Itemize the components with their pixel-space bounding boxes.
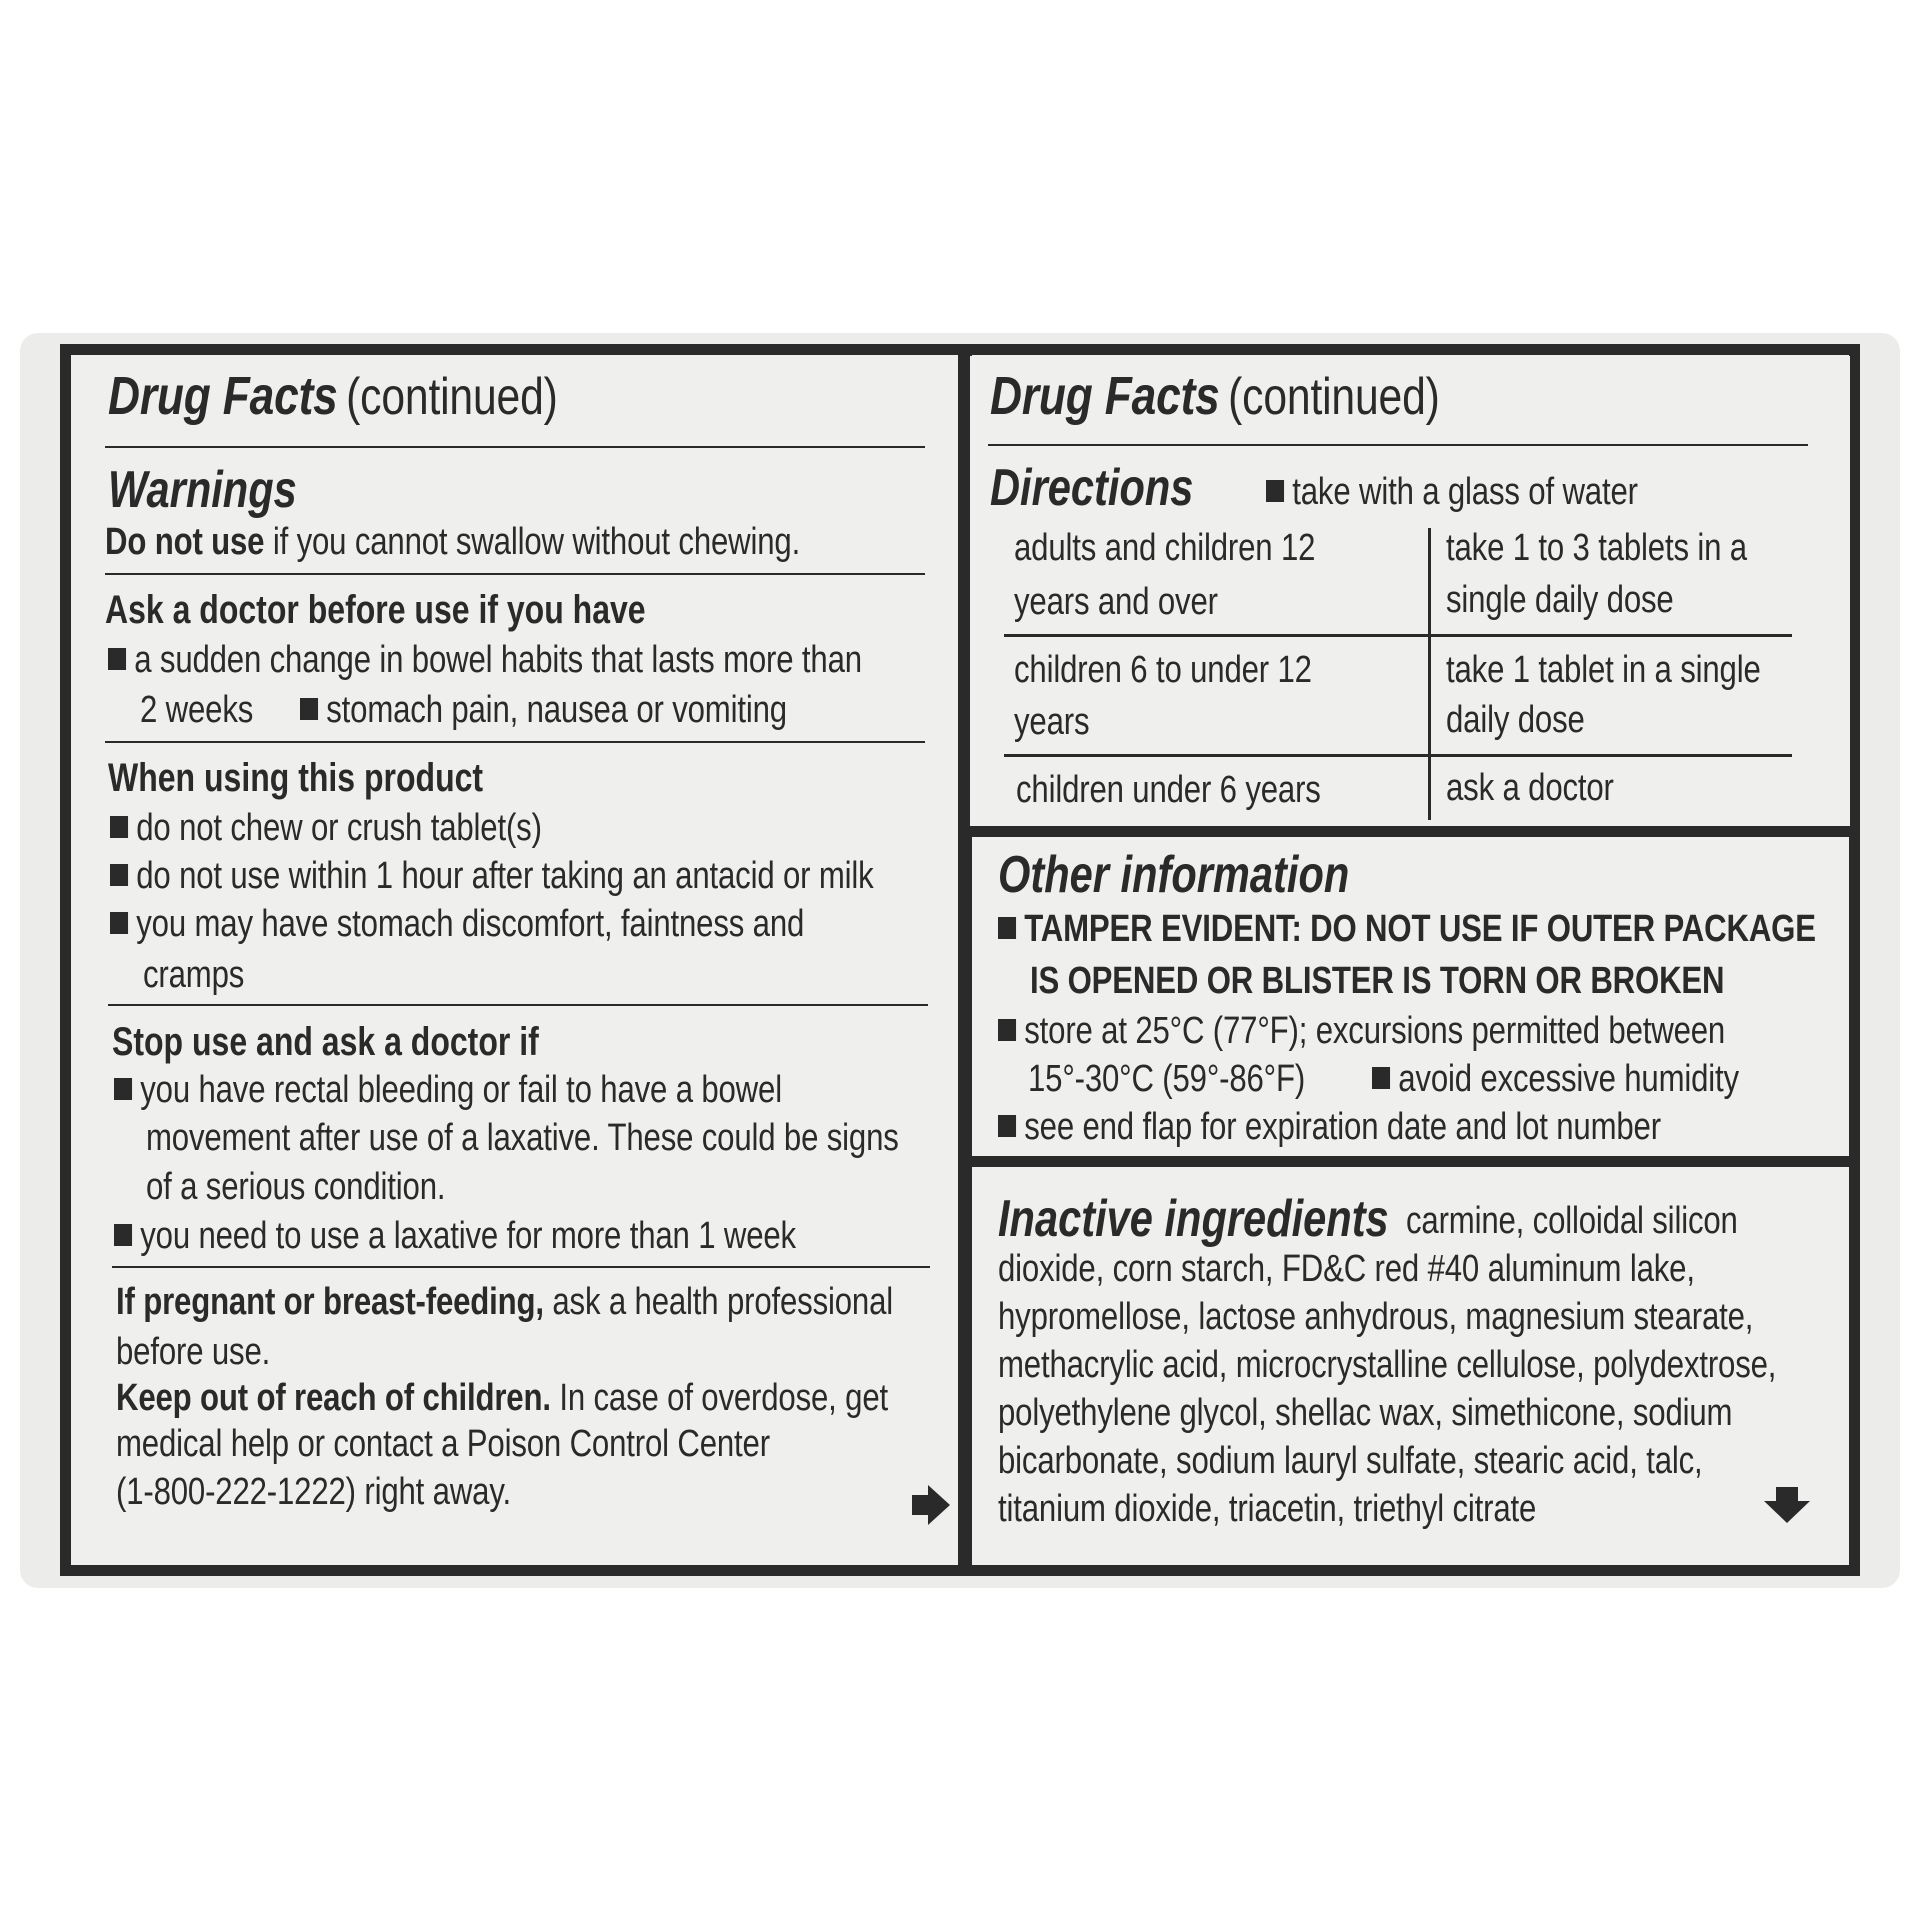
dose-cell-line: take 1 tablet in a single bbox=[1446, 649, 1761, 691]
ask-doctor-item-1: a sudden change in bowel habits that lasts more than bbox=[108, 636, 862, 684]
arrow-down-icon bbox=[1764, 1487, 1810, 1523]
rule-2 bbox=[105, 741, 925, 743]
dose-cell-line: daily dose bbox=[1446, 699, 1585, 741]
when-using-item-1: do not chew or crush tablet(s) bbox=[110, 804, 542, 852]
other-info-item-2: store at 25°C (77°F); excursions permitted between bbox=[998, 1007, 1725, 1055]
stop-use-item-2: you need to use a laxative for more than 1 week bbox=[114, 1212, 796, 1260]
keep-out-line-2: medical help or contact a Poison Control Center bbox=[116, 1423, 770, 1465]
other-info-item-2-cont: 15°-30°C (59°-86°F) bbox=[1028, 1058, 1306, 1100]
square-bullet-icon bbox=[300, 698, 318, 720]
stop-use-item-1-line-3: of a serious condition. bbox=[146, 1166, 446, 1208]
other-info-heading: Other information bbox=[998, 846, 1350, 904]
other-info-item-4: see end flap for expiration date and lot number bbox=[998, 1103, 1661, 1151]
pregnant-line-1: If pregnant or breast-feeding, ask a health professional bbox=[116, 1281, 894, 1323]
age-cell-line: years bbox=[1014, 701, 1090, 743]
other-info-item-1-cont: IS OPENED OR BLISTER IS TORN OR BROKEN bbox=[1030, 960, 1725, 1002]
square-bullet-icon bbox=[110, 816, 128, 838]
section-bar-1 bbox=[966, 826, 1854, 837]
table-row-rule bbox=[1004, 754, 1792, 757]
square-bullet-icon bbox=[110, 864, 128, 886]
right-title-rule bbox=[988, 444, 1808, 446]
inactive-line: dioxide, corn starch, FD&C red #40 aluminum lake, bbox=[998, 1248, 1695, 1290]
keep-out-line-3: (1-800-222-1222) right away. bbox=[116, 1471, 511, 1513]
square-bullet-icon bbox=[108, 648, 126, 670]
dose-cell-line: ask a doctor bbox=[1446, 767, 1614, 809]
rule-3 bbox=[108, 1004, 928, 1006]
inactive-heading: Inactive ingredients bbox=[998, 1190, 1389, 1248]
when-using-heading: When using this product bbox=[108, 756, 484, 800]
stop-use-item-1: you have rectal bleeding or fail to have a bowel bbox=[114, 1066, 782, 1114]
inactive-line: titanium dioxide, triacetin, triethyl citrate bbox=[998, 1488, 1537, 1530]
age-cell-line: children 6 to under 12 bbox=[1014, 649, 1312, 691]
dose-cell-line: take 1 to 3 tablets in a bbox=[1446, 527, 1747, 569]
table-row-rule bbox=[1004, 634, 1792, 637]
other-info-panel bbox=[970, 837, 1850, 1155]
inactive-ingredients-panel bbox=[970, 1167, 1850, 1565]
left-title: Drug Facts (continued) bbox=[108, 366, 558, 426]
inactive-line: bicarbonate, sodium lauryl sulfate, stearic acid, talc, bbox=[998, 1440, 1703, 1482]
pregnant-line-2: before use. bbox=[116, 1331, 271, 1373]
square-bullet-icon bbox=[998, 917, 1016, 939]
stop-use-heading: Stop use and ask a doctor if bbox=[112, 1020, 539, 1064]
square-bullet-icon bbox=[114, 1224, 132, 1246]
age-cell-line: adults and children 12 bbox=[1014, 527, 1316, 569]
inactive-line: hypromellose, lactose anhydrous, magnesium stearate, bbox=[998, 1296, 1754, 1338]
square-bullet-icon bbox=[114, 1078, 132, 1100]
ask-doctor-item-2: stomach pain, nausea or vomiting bbox=[300, 686, 787, 734]
other-info-item-3: avoid excessive humidity bbox=[1372, 1055, 1739, 1103]
square-bullet-icon bbox=[998, 1019, 1016, 1041]
stop-use-item-1-line-2: movement after use of a laxative. These could be signs bbox=[146, 1117, 899, 1159]
when-using-item-3: you may have stomach discomfort, faintness and bbox=[110, 900, 804, 948]
inactive-line: carmine, colloidal silicon bbox=[1406, 1200, 1738, 1242]
ask-doctor-heading: Ask a doctor before use if you have bbox=[105, 588, 646, 632]
right-title: Drug Facts (continued) bbox=[990, 366, 1440, 426]
other-info-item-1: TAMPER EVIDENT: DO NOT USE IF OUTER PACKAGE bbox=[998, 905, 1816, 953]
when-using-item-3-cont: cramps bbox=[143, 954, 245, 996]
table-column-divider bbox=[1428, 528, 1431, 820]
age-cell-line: children under 6 years bbox=[1016, 769, 1321, 811]
square-bullet-icon bbox=[1266, 480, 1284, 502]
rule-1 bbox=[105, 573, 925, 575]
square-bullet-icon bbox=[1372, 1067, 1390, 1089]
directions-panel bbox=[970, 356, 1850, 828]
do-not-use-line: Do not use if you cannot swallow without chewing. bbox=[105, 521, 801, 563]
ask-doctor-item-1-cont: 2 weeks bbox=[140, 689, 254, 731]
square-bullet-icon bbox=[998, 1115, 1016, 1137]
section-bar-2 bbox=[966, 1156, 1854, 1167]
arrow-right-icon bbox=[912, 1485, 950, 1525]
inactive-line: polyethylene glycol, shellac wax, simethicone, sodium bbox=[998, 1392, 1733, 1434]
square-bullet-icon bbox=[110, 912, 128, 934]
warnings-heading: Warnings bbox=[108, 461, 297, 519]
left-title-rule bbox=[105, 446, 925, 448]
inactive-line: methacrylic acid, microcrystalline cellulose, polydextrose, bbox=[998, 1344, 1777, 1386]
dose-cell-line: single daily dose bbox=[1446, 579, 1674, 621]
keep-out-line-1: Keep out of reach of children. In case of overdose, get bbox=[116, 1377, 888, 1419]
directions-heading: Directions bbox=[990, 459, 1194, 517]
when-using-item-2: do not use within 1 hour after taking an antacid or milk bbox=[110, 852, 874, 900]
rule-4 bbox=[112, 1266, 930, 1268]
directions-note: take with a glass of water bbox=[1266, 468, 1638, 516]
age-cell-line: years and over bbox=[1014, 581, 1218, 623]
